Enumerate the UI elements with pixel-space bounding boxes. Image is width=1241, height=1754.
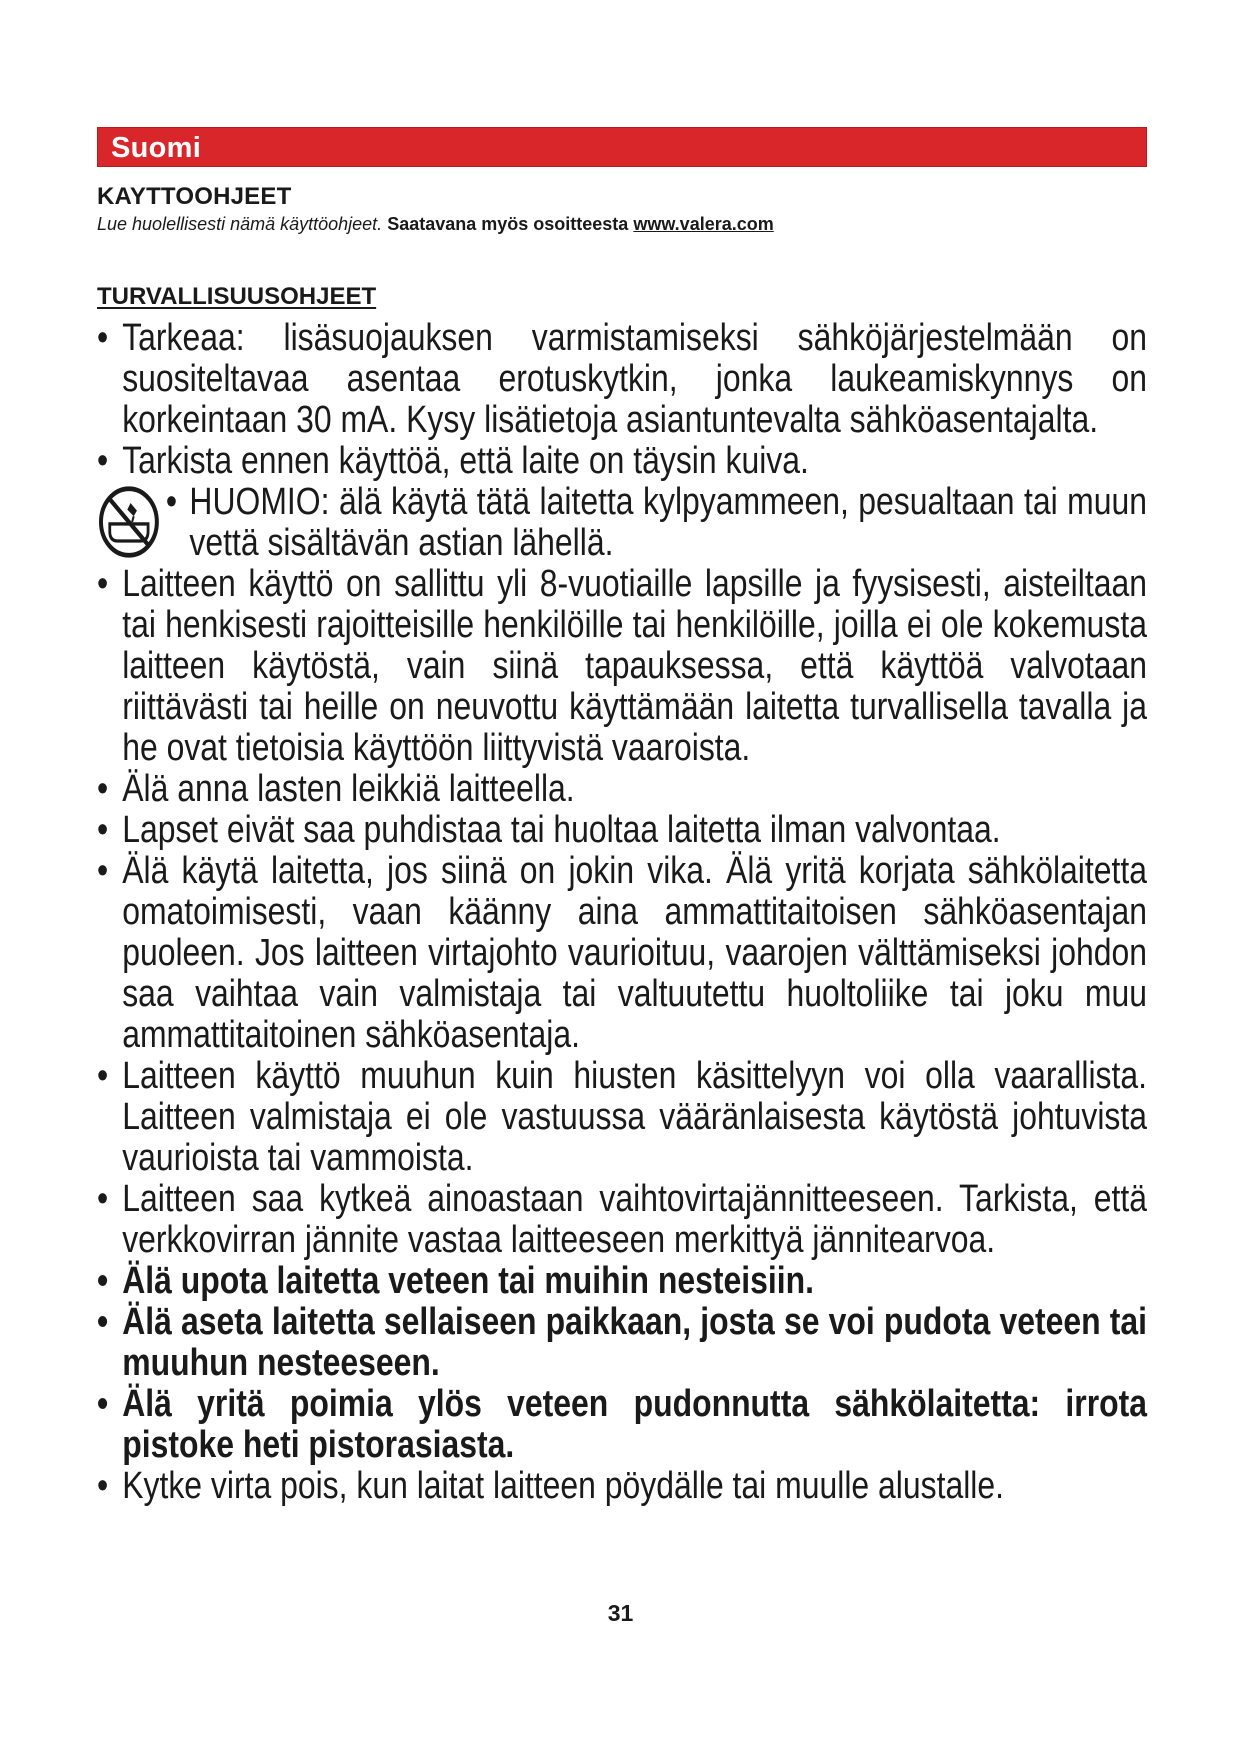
- bullet: •: [97, 1260, 109, 1302]
- list-item-bold: • Älä yritä poimia ylös veteen pudonnutta sähkölaitetta: irrota pistoke heti pistorasiasta.: [97, 1383, 1148, 1466]
- bullet: •: [97, 1383, 109, 1425]
- website-link[interactable]: www.valera.com: [633, 214, 774, 234]
- document-title: KAYTTOOHJEET: [97, 183, 292, 210]
- bullet: •: [97, 768, 109, 810]
- language-label: Suomi: [111, 132, 202, 164]
- list-item: • Kytke virta pois, kun laitat laitteen pöydälle tai muulle alustalle.: [97, 1465, 1005, 1507]
- intro-italic-text: Lue huolellisesti nämä käyttöohjeet.: [97, 214, 383, 234]
- bullet: •: [97, 850, 109, 892]
- bullet: •: [97, 317, 109, 359]
- list-item: • Tarkista ennen käyttöä, että laite on täysin kuiva.: [97, 440, 809, 482]
- list-item: • Älä anna lasten leikkiä laitteella.: [97, 768, 575, 810]
- bullet: •: [97, 563, 109, 605]
- list-item-warning: • HUOMIO: älä käytä tätä laitetta kylpyammeen, pesualtaan tai muun vettä sisältävän astian lähellä.: [97, 482, 1147, 564]
- bullet: •: [97, 440, 109, 482]
- list-item: • Lapset eivät saa puhdistaa tai huoltaa laitetta ilman valvontaa.: [97, 809, 1001, 851]
- bullet: •: [97, 1301, 109, 1343]
- language-header-bar: [97, 127, 1147, 167]
- list-item: • Laitteen käyttö on sallittu yli 8-vuotiaille lapsille ja fyysisesti, aisteiltaan tai henkisesti rajoitteisille henkilöille tai henkilöille, joilla ei ole kokemusta laitteen käytöstä, vain siinä tapauksessa, että käyttöä valvotaan riittävästi tai heille on neuvottu käyttämään laitetta turvallisella tavalla ja he ovat tietoisia käyttöön liittyvistä vaaroista.: [97, 563, 1148, 769]
- section-title: TURVALLISUUSOHJEET: [97, 283, 377, 310]
- bullet: •: [165, 481, 178, 523]
- bullet: •: [97, 1055, 109, 1097]
- list-item-bold: • Älä aseta laitetta sellaiseen paikkaan, josta se voi pudota veteen tai muuhun nesteeseen.: [97, 1301, 1148, 1384]
- list-item: • Laitteen käyttö muuhun kuin hiusten käsittelyyn voi olla vaarallista. Laitteen valmistaja ei ole vastuussa vääränlaisesta käytöstä johtuvista vaurioista tai vammoista.: [97, 1055, 1148, 1179]
- list-item: • Laitteen saa kytkeä ainoastaan vaihtovirtajännitteeseen. Tarkista, että verkkovirran jännite vastaa laitteeseen merkittyä jännitearvoa.: [97, 1178, 1148, 1261]
- bullet: •: [97, 1178, 109, 1220]
- intro-bold-text: Saatavana myös osoitteesta: [387, 214, 629, 234]
- list-item: • Älä käytä laitetta, jos siinä on jokin vika. Älä yritä korjata sähkölaitetta omatoimisesti, vaan käänny aina ammattitaitoisen sähköasentajan puoleen. Jos laitteen virtajohto vaurioituu, vaarojen välttämiseksi johdon saa vaihtaa vain valmistaja tai valtuutettu huoltoliike tai joku muu ammattitaitoinen sähköasentaja.: [97, 850, 1148, 1056]
- list-item: • Tarkeaa: lisäsuojauksen varmistamiseksi sähköjärjestelmään on suositeltavaa asentaa erotuskytkin, jonka laukeamiskynnys on korkeintaan 30 mA. Kysy lisätietoja asiantuntevalta sähköasentajalta.: [97, 317, 1148, 441]
- no-bathtub-warning-icon: [97, 484, 161, 560]
- bullet: •: [97, 809, 109, 851]
- page-number: 31: [607, 1600, 634, 1626]
- list-item-bold: • Älä upota laitetta veteen tai muihin nesteisiin.: [97, 1260, 814, 1302]
- bullet: •: [97, 1465, 109, 1507]
- intro-line: [97, 214, 774, 235]
- safety-instructions-list: [97, 317, 1148, 1507]
